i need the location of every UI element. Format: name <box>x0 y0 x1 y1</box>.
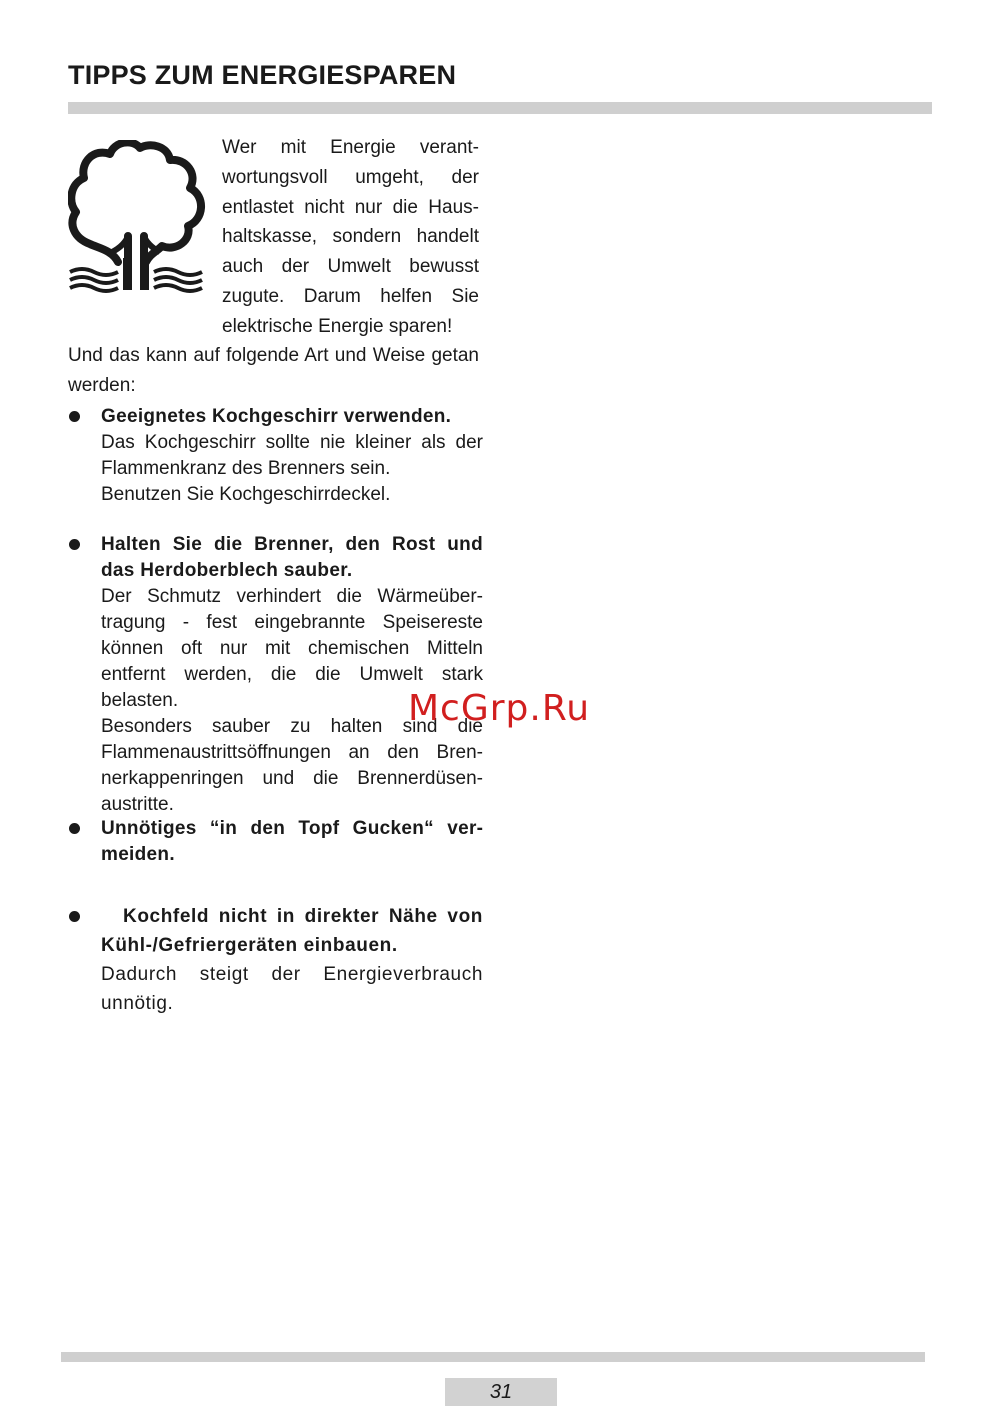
tip-item <box>68 532 483 818</box>
page-title: TIPPS ZUM ENERGIESPAREN <box>68 60 457 90</box>
watermark: McGrp.Ru <box>408 688 591 729</box>
tip-body: Besonders sauber zu halten sind die Flammenaustrittsöffnungen an den Brennerkappenringen und die Brennerdüsenaustritte. <box>101 716 483 815</box>
page-number: 31 <box>445 1378 557 1406</box>
tip-heading: Kochfeld nicht in direkter Nähe von Kühl-/Gefriergeräten einbauen. <box>101 906 483 956</box>
bullet-dot <box>69 539 80 550</box>
tip-heading: Halten Sie die Brenner, den Rost und das Herdoberblech sauber. <box>101 534 483 581</box>
tip-item <box>68 816 483 868</box>
tip-item <box>68 902 483 1018</box>
tip-body: Der Schmutz verhindert die Wärmeübertragung - fest eingebrannte Speisereste können oft nur mit chemischen Mitteln entfernt werden, die die Umwelt stark belasten. <box>101 586 483 711</box>
intro-continuation: Und das kann auf folgende Art und Weise getan werden: <box>68 345 479 396</box>
tip-body: Dadurch steigt der Energieverbrauch unnötig. <box>101 964 483 1014</box>
tip-item <box>68 404 483 508</box>
bottom-divider <box>61 1352 925 1362</box>
bullet-dot <box>69 911 80 922</box>
tree-water-icon <box>68 140 208 298</box>
tip-body: Benutzen Sie Kochgeschirrdeckel. <box>101 484 391 505</box>
bullet-dot <box>69 823 80 834</box>
bullet-dot <box>69 411 80 422</box>
tip-body: Das Kochgeschirr sollte nie kleiner als der Flammenkranz des Brenners sein. <box>101 432 483 479</box>
intro-text: Wer mit Energie verantwortungsvoll umgeht, der entlastet nicht nur die Haushaltskasse, sondern handelt auch der Umwelt bewusst zugute. Darum helfen Sie elektrische Energie sparen! <box>222 137 479 337</box>
top-divider <box>68 102 932 114</box>
tip-heading: Unnötiges “in den Topf Gucken“ vermeiden. <box>101 818 483 865</box>
tip-heading: Geeignetes Kochgeschirr verwenden. <box>101 406 452 427</box>
